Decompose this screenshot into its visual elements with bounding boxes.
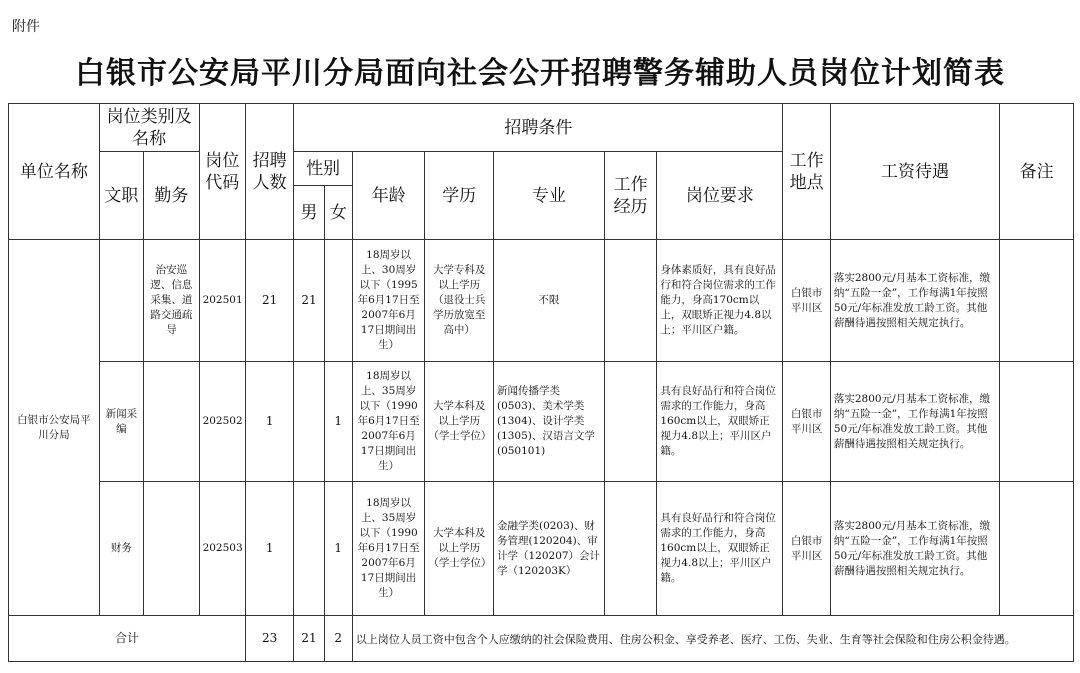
experience-cell (604, 482, 656, 616)
salary-cell: 落实2800元/月基本工资标准，缴纳“五险一金”，工作每满1年按照50元/年标准发放工龄工资。其他薪酬待遇按照相关规定执行。 (830, 362, 999, 482)
count-cell: 1 (245, 362, 293, 482)
education-cell: 大学专科及以上学历（退役士兵学历放宽至高中） (425, 240, 494, 362)
header-code: 岗位代码 (199, 104, 245, 240)
header-salary: 工资待遇 (830, 104, 999, 240)
major-cell: 不限 (493, 240, 604, 362)
civil-cell: 财务 (99, 482, 143, 616)
total-count: 23 (245, 616, 293, 662)
total-label: 合计 (9, 616, 246, 662)
table-row (9, 482, 1074, 616)
code-cell: 202501 (199, 240, 245, 362)
female-cell (324, 240, 352, 362)
civil-cell (99, 240, 143, 362)
header-civil: 文职 (99, 152, 143, 240)
requirement-cell: 具有良好品行和符合岗位需求的工作能力，身高160cm以上，双眼矫正视力4.8以上；平川区户籍。 (657, 482, 783, 616)
age-cell: 18周岁以上、35周岁以下（1990年6月17日至2007年6月17日期间出生） (352, 482, 425, 616)
experience-cell (604, 240, 656, 362)
education-cell: 大学本科及以上学历（学士学位） (425, 482, 494, 616)
total-row (9, 616, 1074, 662)
total-note: 以上岗位人员工资中包含个人应缴纳的社会保险费用、住房公积金、享受养老、医疗、工伤、失业、生育等社会保险和住房公积金待遇。 (352, 616, 1073, 662)
count-cell: 1 (245, 482, 293, 616)
female-cell: 1 (324, 362, 352, 482)
experience-cell (604, 362, 656, 482)
location-cell: 白银市平川区 (783, 240, 830, 362)
education-cell: 大学本科及以上学历（学士学位） (425, 362, 494, 482)
page-title: 白银市公安局平川分局面向社会公开招聘警务辅助人员岗位计划简表 (75, 56, 1005, 91)
location-cell: 白银市平川区 (783, 482, 830, 616)
header-female: 女 (324, 186, 352, 240)
major-cell: 新闻传播学类(0503)、美术学类(1304)、设计学类(1305)、汉语言文学(050101) (493, 362, 604, 482)
count-cell: 21 (245, 240, 293, 362)
unit-name: 白银市公安局平川分局 (9, 240, 100, 616)
header-male: 男 (294, 186, 324, 240)
male-cell: 21 (294, 240, 324, 362)
header-gender: 性别 (294, 152, 352, 186)
total-male: 21 (294, 616, 324, 662)
salary-cell: 落实2800元/月基本工资标准，缴纳“五险一金”，工作每满1年按照50元/年标准发放工龄工资。其他薪酬待遇按照相关规定执行。 (830, 240, 999, 362)
female-cell: 1 (324, 482, 352, 616)
remark-cell (1000, 482, 1074, 616)
requirement-cell: 身体素质好，具有良好品行和符合岗位需求的工作能力，身高170cm以上，双眼矫正视力4.8以上；平川区户籍。 (657, 240, 783, 362)
duty-cell (144, 362, 199, 482)
header-remark: 备注 (1000, 104, 1074, 240)
attachment-label: 附件 (12, 19, 40, 35)
code-cell: 202502 (199, 362, 245, 482)
header-category: 岗位类别及名称 (99, 104, 199, 152)
table-row (9, 240, 1074, 362)
duty-cell (144, 482, 199, 616)
table-row (9, 362, 1074, 482)
remark-cell (1000, 240, 1074, 362)
remark-cell (1000, 362, 1074, 482)
header-requirement: 岗位要求 (657, 152, 783, 240)
header-duty: 勤务 (144, 152, 199, 240)
total-female: 2 (324, 616, 352, 662)
requirement-cell: 具有良好品行和符合岗位需求的工作能力，身高160cm以上，双眼矫正视力4.8以上；平川区户籍。 (657, 362, 783, 482)
age-cell: 18周岁以上、35周岁以下（1990年6月17日至2007年6月17日期间出生） (352, 362, 425, 482)
code-cell: 202503 (199, 482, 245, 616)
header-major: 专业 (493, 152, 604, 240)
header-experience: 工作经历 (604, 152, 656, 240)
header-unit: 单位名称 (9, 104, 100, 240)
header-count: 招聘人数 (245, 104, 293, 240)
header-education: 学历 (425, 152, 494, 240)
location-cell: 白银市平川区 (783, 362, 830, 482)
male-cell (294, 362, 324, 482)
recruitment-table (8, 103, 1074, 662)
civil-cell: 新闻采编 (99, 362, 143, 482)
header-conditions: 招聘条件 (294, 104, 783, 152)
salary-cell: 落实2800元/月基本工资标准，缴纳“五险一金”，工作每满1年按照50元/年标准发放工龄工资。其他薪酬待遇按照相关规定执行。 (830, 482, 999, 616)
header-age: 年龄 (352, 152, 425, 240)
major-cell: 金融学类(0203)、财务管理(120204)、审计学（120207）会计学（120203K） (493, 482, 604, 616)
duty-cell: 治安巡逻、信息采集、道路交通疏导 (144, 240, 199, 362)
male-cell (294, 482, 324, 616)
age-cell: 18周岁以上、30周岁以下（1995年6月17日至2007年6月17日期间出生） (352, 240, 425, 362)
header-location: 工作地点 (783, 104, 830, 240)
